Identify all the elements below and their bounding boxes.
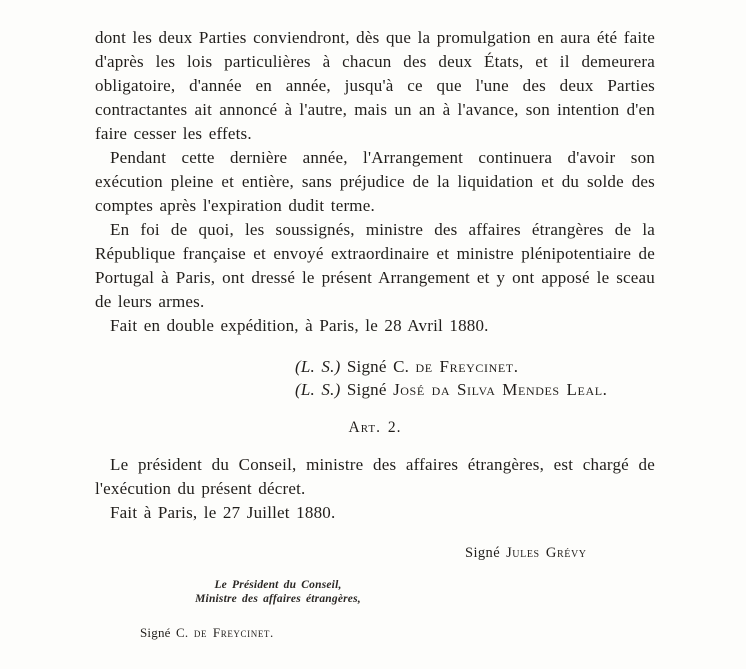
line-fait-paris-juillet: Fait à Paris, le 27 Juillet 1880. — [110, 503, 336, 522]
paragraph-derniere-annee: Pendant cette dernière année, l'Arrangement continuera d'avoir son exécution pleine et entière, sans préjudice de la liquidation et du solde des comptes après l'expiration dudit terme. — [95, 148, 655, 215]
locus-sigilli: (L. S.) — [295, 380, 341, 399]
paragraph-president-conseil: Le président du Conseil, ministre des affaires étrangères, est chargé de l'exécution du présent décret. — [95, 455, 655, 498]
signed-label: Signé — [465, 545, 501, 561]
seal-signature-block — [295, 355, 655, 401]
signed-label: Signé C. — [140, 625, 189, 640]
article-2-heading: Art. 2. — [348, 419, 402, 436]
paragraph-continuation: dont les deux Parties conviendront, dès que la promulgation en aura été faite d'après les lois particulières à chacun des deux États, et il demeurera obligatoire, d'année en année, jusqu'à ce que l'une des deux Parties contractantes ait annoncé à l'autre, mais un an à l'avance, son intention d'en faire cesser les effets. — [95, 28, 655, 143]
countersignature-freycinet — [140, 621, 655, 645]
signature-mendes-leal — [295, 378, 655, 401]
signature-jules-grevy — [465, 541, 655, 565]
signatory-name: de Freycinet. — [193, 625, 274, 640]
title-president-conseil: Le Président du Conseil, — [214, 579, 342, 591]
paragraph-en-foi-de-quoi: En foi de quoi, les soussignés, ministre des affaires étrangères de la République française et envoyé extraordinaire et ministre plénipotentiaire de Portugal à Paris, ont dressé le présent Arrangement et y ont apposé le sceau de leurs armes. — [95, 220, 655, 311]
locus-sigilli: (L. S.) — [295, 357, 341, 376]
signature-freycinet — [295, 355, 655, 378]
signed-label: Signé — [346, 380, 387, 399]
article-heading-wrap — [95, 416, 655, 440]
signatory-name: de Freycinet. — [415, 357, 519, 376]
signatory-name: Jules Grévy — [506, 545, 587, 561]
signed-label: Signé C. — [346, 357, 410, 376]
line-fait-paris-avril: Fait en double expédition, à Paris, le 28 Avril 1880. — [110, 316, 489, 335]
signatory-name: José da Silva Mendes Leal. — [393, 380, 608, 399]
title-ministre-affaires-etrangeres: Ministre des affaires étrangères, — [195, 593, 361, 605]
countersignature-titles — [153, 578, 403, 606]
